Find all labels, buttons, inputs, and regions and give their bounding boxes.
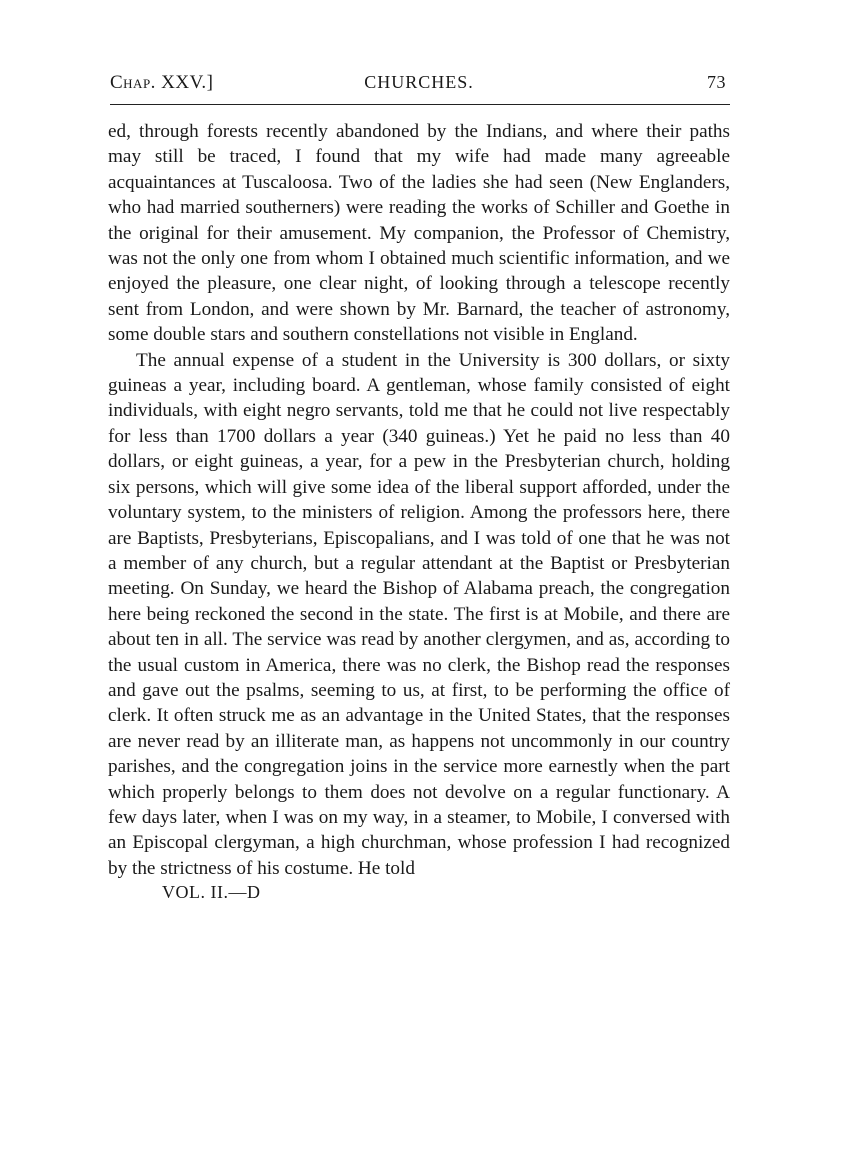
paragraph-continued: ed, through forests recently abandoned by the Indians, and where their paths may still be traced, I found that my wife had made many agreeable acquaintances at Tuscaloosa. Two of the ladies she had seen (New Englanders, who had married southerners) were reading the works of Schiller and Goethe in the original for their amusement. My companion, the Professor of Chemistry, was not the only one from whom I obtained much scientific information, and we enjoyed the pleasure, one clear night, of looking through a telescope recently sent from London, and were shown by Mr. Barnard, the teacher of astronomy, some double stars and southern constellations not visible in England. <box>108 121 730 346</box>
signature-line <box>108 882 730 908</box>
book-page <box>108 70 730 908</box>
page-number: 73 <box>707 72 726 92</box>
chapter-label: Chap. XXV.] <box>110 72 214 93</box>
signature-mark: VOL. II.—D <box>162 882 261 903</box>
page-title: CHURCHES. <box>364 72 474 92</box>
paragraph: The annual expense of a student in the University is 300 dollars, or sixty guineas a year, including board. A gentleman, whose family consisted of eight individuals, with eight negro servants, told me that he could not live respectably for less than 1700 dollars a year (340 guineas.) Yet he paid no less than 40 dollars, or eight guineas, a year, for a pew in the Presbyterian church, holding six persons, which will give some idea of the liberal support afforded, under the voluntary system, to the ministers of religion. Among the professors here, there are Baptists, Presbyterians, Episcopalians, and I was told of one that he was not a member of any church, but a regular attendant at the Baptist or Presbyterian meeting. On Sunday, we heard the Bishop of Alabama preach, the congregation here being reckoned the second in the state. The first is at Mobile, and there are about ten in all. The service was read by another clergymen, and as, according to the usual custom in America, there was no clerk, the Bishop read the responses and gave out the psalms, seeming to us, at first, to be performing the office of clerk. It often struck me as an advantage in the United States, that the responses are never read by an illiterate man, as happens not uncommonly in our country parishes, and the congregation joins in the service more earnestly when the part which properly belongs to them does not devolve on a regular functionary. A few days later, when I was on my way, in a steamer, to Mobile, I conversed with an Episcopal clergyman, a high churchman, whose profession I had recognized by the strictness of his costume. He told <box>108 349 730 879</box>
body-text <box>108 119 730 881</box>
header-rule <box>110 104 730 105</box>
running-head <box>108 70 730 96</box>
